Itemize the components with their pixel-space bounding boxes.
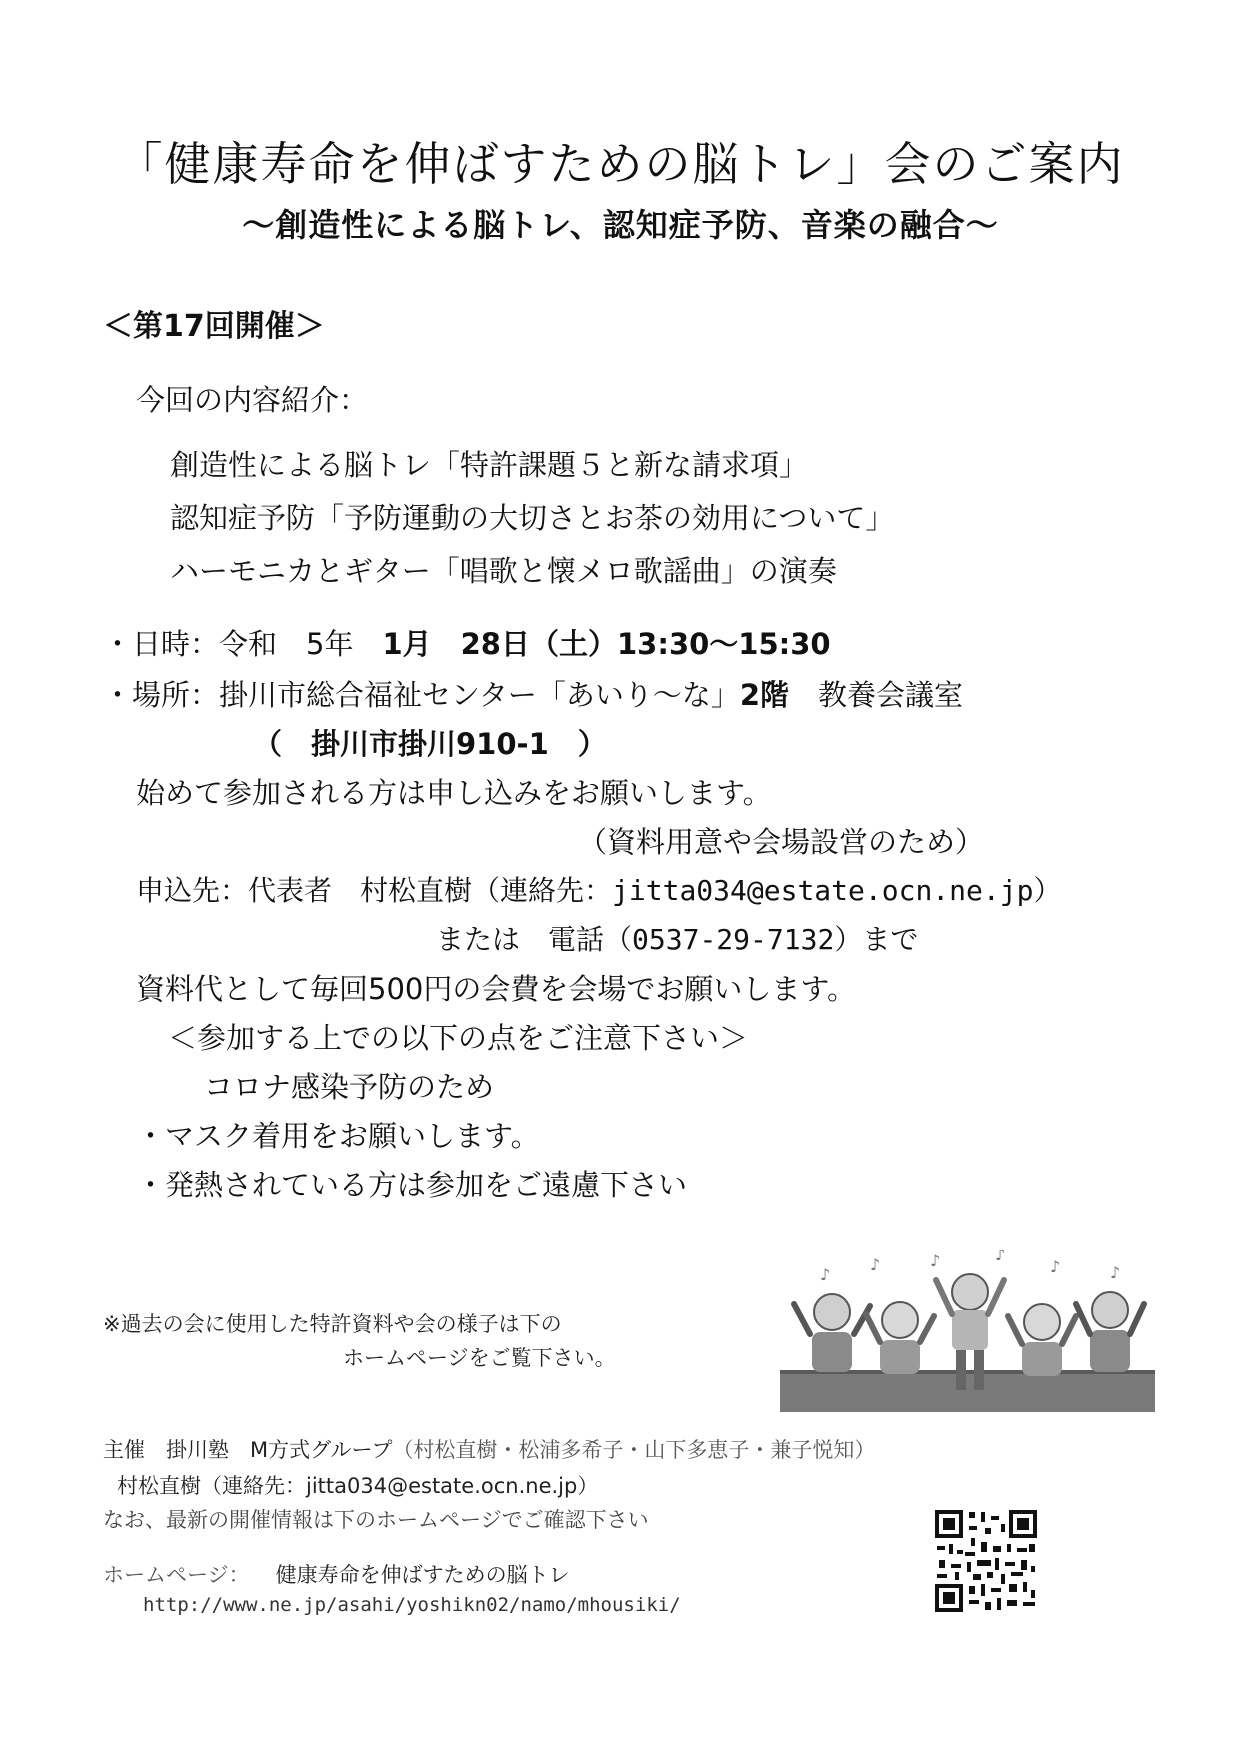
phone-line — [436, 918, 918, 958]
caution-heading: ＜参加する上での以下の点をご注意下さい＞ — [168, 1021, 749, 1055]
footer-contact: 村松直樹（連絡先：jitta034@estate.ocn.ne.jp） — [117, 1474, 599, 1498]
music-note-icon: ♪ — [870, 1255, 881, 1274]
page-title: 「健康寿命を伸ばすための脳トレ」会のご案内 — [116, 137, 1125, 191]
place-floor: 2階 — [739, 678, 790, 712]
fee-note: 資料代として毎回500円の会費を会場でお願いします。 — [136, 972, 857, 1006]
homepage-line — [103, 1559, 570, 1589]
address: （ 掛川市掛川910-1 ） — [253, 727, 607, 761]
past-info-line2: ホームページをご覧下さい。 — [343, 1346, 616, 1370]
datetime-line — [103, 622, 831, 663]
datetime-label: ・日時：令和 5年 — [103, 627, 383, 661]
place-room: 教養会議室 — [789, 678, 964, 712]
homepage-url[interactable]: http://www.ne.jp/asahi/yoshikn02/namo/mhousiki/ — [143, 1594, 681, 1616]
apply-first: 始めて参加される方は申し込みをお願いします。 — [136, 776, 772, 810]
music-note-icon: ♪ — [1110, 1263, 1121, 1282]
page-subtitle: 〜創造性による脳トレ、認知症予防、音楽の融合〜 — [242, 206, 999, 244]
caution-item: ・マスク着用をお願いします。 — [136, 1119, 540, 1153]
qr-code-icon — [935, 1510, 1037, 1612]
contact-close: ） — [1033, 874, 1062, 907]
place-line — [103, 673, 963, 714]
past-info-line1: ※過去の会に使用した特許資料や会の様子は下の — [103, 1312, 562, 1336]
apply-reason: （資料用意や会場設営のため） — [578, 825, 985, 859]
contents-item: 創造性による脳トレ「特許課題５と新な請求項」 — [170, 448, 809, 482]
contact-line — [136, 869, 1061, 909]
music-note-icon: ♪ — [995, 1250, 1006, 1264]
contents-item: ハーモニカとギター「唱歌と懐メロ歌謡曲」の演奏 — [170, 554, 837, 588]
singing-group-illustration — [780, 1250, 1155, 1412]
datetime-value: 1月 28日（土）13:30〜15:30 — [382, 627, 831, 661]
music-note-icon: ♪ — [930, 1251, 941, 1270]
phone-number: 0537-29-7132 — [632, 923, 835, 956]
homepage-title: 健康寿命を伸ばすための脳トレ — [275, 1563, 570, 1587]
caution-intro: コロナ感染予防のため — [204, 1070, 495, 1104]
session-number: ＜第17回開催＞ — [103, 309, 325, 344]
music-note-icon: ♪ — [1050, 1257, 1061, 1276]
caution-item: ・発熱されている方は参加をご遠慮下さい — [136, 1168, 688, 1202]
homepage-label: ホームページ： — [103, 1563, 250, 1587]
organizer-members: （村松直樹・松浦多希子・山下多恵子・兼子悦知） — [392, 1438, 876, 1462]
phone-suffix: ）まで — [834, 923, 919, 956]
organizer-line — [103, 1434, 875, 1464]
latest-info-note: なお、最新の開催情報は下のホームページでご確認下さい — [103, 1508, 649, 1532]
contents-item: 認知症予防「予防運動の大切さとお茶の効用について」 — [170, 501, 895, 535]
phone-prefix: または 電話（ — [436, 923, 633, 956]
contact-email[interactable]: jitta034@estate.ocn.ne.jp — [612, 874, 1034, 907]
place-label: ・場所：掛川市総合福祉センター「あいり〜な」 — [103, 678, 740, 712]
contact-label: 申込先：代表者 村松直樹（連絡先： — [136, 874, 613, 907]
contents-heading: 今回の内容紹介： — [136, 383, 369, 417]
organizer-label: 主催 掛川塾 M方式グループ — [103, 1438, 393, 1462]
music-note-icon: ♪ — [820, 1265, 831, 1284]
